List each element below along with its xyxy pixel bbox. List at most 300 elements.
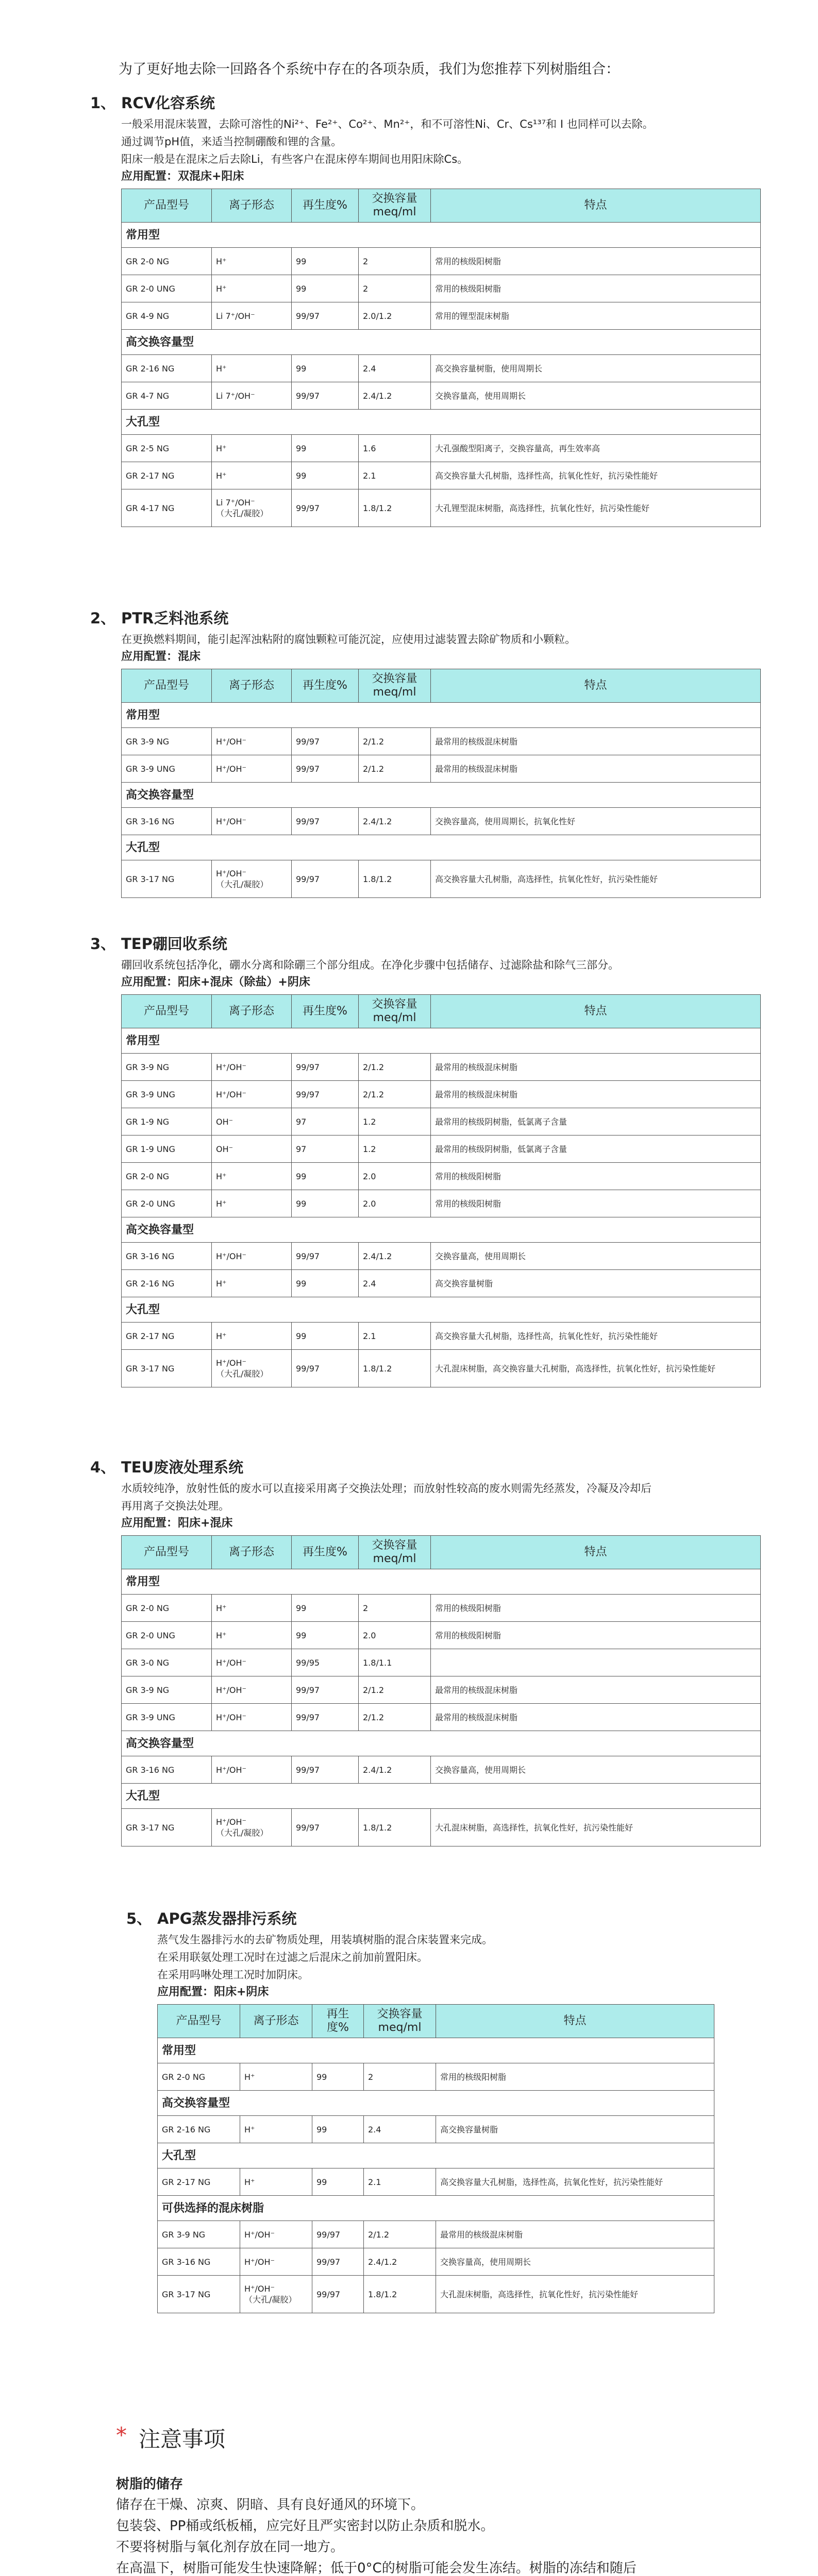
ionic-form-cell: H⁺/OH⁻ xyxy=(212,1081,292,1108)
product-model-cell: GR 3-9 NG xyxy=(122,728,212,755)
section-number: 2、 xyxy=(90,609,116,627)
group-label: 常用型 xyxy=(122,1569,761,1595)
section-description: 在采用联氨处理工况时在过滤之后混床之前加前置阳床。 xyxy=(157,1951,428,1963)
features-cell: 常用的核级阳树脂 xyxy=(431,248,761,275)
exchange-capacity-cell: 2.4 xyxy=(364,2116,436,2143)
features-cell: 最常用的核级混床树脂 xyxy=(436,2221,714,2248)
regeneration-degree-cell: 99 xyxy=(292,275,359,302)
table-row xyxy=(122,1622,761,1649)
table-row xyxy=(122,1243,761,1270)
exchange-capacity-cell: 2 xyxy=(359,1595,431,1622)
product-model-cell: GR 3-16 NG xyxy=(122,1243,212,1270)
table-row xyxy=(122,1108,761,1136)
table-row xyxy=(122,1704,761,1731)
exchange-capacity-cell: 2.4/1.2 xyxy=(359,382,431,410)
product-model-cell: GR 3-9 NG xyxy=(122,1054,212,1081)
regeneration-degree-cell: 99 xyxy=(312,2063,364,2091)
product-model-cell: GR 2-0 NG xyxy=(122,1163,212,1190)
column-header: 交换容量 meq/ml xyxy=(359,669,431,703)
table-row xyxy=(122,860,761,898)
exchange-capacity-cell: 1.8/1.2 xyxy=(364,2276,436,2313)
group-label: 常用型 xyxy=(122,703,761,728)
regeneration-degree-cell: 99 xyxy=(292,435,359,462)
product-model-cell: GR 3-9 NG xyxy=(122,1676,212,1704)
ionic-form-cell: H⁺/OH⁻ xyxy=(212,1054,292,1081)
section-description: 蒸气发生器排污水的去矿物质处理，用装填树脂的混合床装置来完成。 xyxy=(157,1934,493,1946)
group-row xyxy=(122,1028,761,1054)
product-model-cell: GR 3-0 NG xyxy=(122,1649,212,1676)
features-cell: 常用的锂型混床树脂 xyxy=(431,302,761,330)
ionic-form-cell: H⁺ xyxy=(212,1163,292,1190)
group-label: 大孔型 xyxy=(158,2143,714,2168)
regeneration-degree-cell: 99/97 xyxy=(292,755,359,783)
product-model-cell: GR 3-17 NG xyxy=(158,2276,240,2313)
ionic-form-cell: H⁺/OH⁻ xyxy=(212,755,292,783)
group-row xyxy=(122,835,761,860)
section-heading xyxy=(90,933,771,956)
exchange-capacity-cell: 2.0/1.2 xyxy=(359,302,431,330)
features-cell: 高交换容量大孔树脂，选择性高，抗氧化性好，抗污染性能好 xyxy=(431,1323,761,1350)
exchange-capacity-cell: 1.8/1.1 xyxy=(359,1649,431,1676)
section-description: 在采用吗啉处理工况时加阴床。 xyxy=(157,1969,309,1981)
ionic-form-cell: H⁺ xyxy=(240,2063,312,2091)
table-row xyxy=(122,275,761,302)
group-row xyxy=(122,1217,761,1243)
regeneration-degree-cell: 99/95 xyxy=(292,1649,359,1676)
regeneration-degree-cell: 99 xyxy=(292,462,359,489)
features-cell: 高交换容量树脂，使用周期长 xyxy=(431,355,761,382)
group-label: 可供选择的混床树脂 xyxy=(158,2196,714,2221)
column-header: 离子形态 xyxy=(212,669,292,703)
section xyxy=(90,92,771,527)
ionic-form-cell: H⁺/OH⁻ （大孔/凝胶） xyxy=(212,1809,292,1846)
section-number: 4、 xyxy=(90,1459,116,1476)
features-cell: 交换容量高，使用周期长，抗氧化性好 xyxy=(431,808,761,835)
exchange-capacity-cell: 2.1 xyxy=(359,462,431,489)
section-number: 5、 xyxy=(126,1910,152,1927)
section-description: 一般采用混床装置，去除可溶性的Ni²⁺、Fe²⁺、Co²⁺、Mn²⁺，和不可溶性Ni、Cr、Cs¹³⁷和 I 也同样可以去除。 xyxy=(121,118,654,130)
table-row xyxy=(122,728,761,755)
group-label: 大孔型 xyxy=(122,410,761,435)
exchange-capacity-cell: 2.4 xyxy=(359,1270,431,1297)
column-header: 离子形态 xyxy=(212,189,292,223)
table-header-row xyxy=(122,669,761,703)
regeneration-degree-cell: 99/97 xyxy=(292,1054,359,1081)
table-row xyxy=(122,462,761,489)
features-cell: 大孔强酸型阳离子，交换容量高，再生效率高 xyxy=(431,435,761,462)
product-model-cell: GR 2-17 NG xyxy=(158,2168,240,2196)
exchange-capacity-cell: 2/1.2 xyxy=(359,1676,431,1704)
exchange-capacity-cell: 2.4 xyxy=(359,355,431,382)
features-cell: 最常用的核级混床树脂 xyxy=(431,1676,761,1704)
ionic-form-cell: H⁺/OH⁻ xyxy=(212,1243,292,1270)
product-model-cell: GR 3-9 UNG xyxy=(122,1081,212,1108)
ionic-form-cell: H⁺ xyxy=(212,1323,292,1350)
product-model-cell: GR 4-7 NG xyxy=(122,382,212,410)
section-heading xyxy=(126,1907,724,1931)
table-row xyxy=(122,1350,761,1387)
column-header: 产品型号 xyxy=(158,2005,240,2038)
regeneration-degree-cell: 99/97 xyxy=(292,808,359,835)
group-label: 大孔型 xyxy=(122,1784,761,1809)
notes-section xyxy=(116,2422,709,2576)
features-cell: 最常用的核级混床树脂 xyxy=(431,1081,761,1108)
features-cell: 最常用的核级阴树脂，低氯离子含量 xyxy=(431,1108,761,1136)
group-label: 高交换容量型 xyxy=(122,1217,761,1243)
column-header: 产品型号 xyxy=(122,189,212,223)
product-model-cell: GR 3-17 NG xyxy=(122,1809,212,1846)
features-cell xyxy=(431,1649,761,1676)
column-header: 再生度% xyxy=(292,669,359,703)
features-cell: 大孔混床树脂，高选择性，抗氧化性好，抗污染性能好 xyxy=(431,1809,761,1846)
table-row xyxy=(122,382,761,410)
section xyxy=(90,1456,771,1846)
product-model-cell: GR 3-9 UNG xyxy=(122,1704,212,1731)
ionic-form-cell: H⁺ xyxy=(212,355,292,382)
section-heading xyxy=(90,607,771,631)
section-title: RCV化容系统 xyxy=(121,94,215,112)
ionic-form-cell: H⁺/OH⁻ （大孔/凝胶） xyxy=(240,2276,312,2313)
exchange-capacity-cell: 1.8/1.2 xyxy=(359,1350,431,1387)
features-cell: 高交换容量大孔树脂，选择性高，抗氧化性好，抗污染性能好 xyxy=(436,2168,714,2196)
features-cell: 常用的核级阳树脂 xyxy=(431,1190,761,1217)
product-model-cell: GR 2-0 UNG xyxy=(122,1622,212,1649)
table-row xyxy=(122,302,761,330)
exchange-capacity-cell: 2.0 xyxy=(359,1163,431,1190)
ionic-form-cell: H⁺/OH⁻ xyxy=(240,2248,312,2276)
features-cell: 交换容量高，使用周期长 xyxy=(431,1756,761,1784)
product-model-cell: GR 2-0 UNG xyxy=(122,275,212,302)
group-row xyxy=(122,1731,761,1756)
asterisk-icon: * xyxy=(116,2422,127,2448)
application-config: 应用配置：双混床+阳床 xyxy=(121,170,244,183)
features-cell: 大孔混床树脂，高选择性，抗氧化性好，抗污染性能好 xyxy=(436,2276,714,2313)
exchange-capacity-cell: 2 xyxy=(359,248,431,275)
regeneration-degree-cell: 99 xyxy=(292,355,359,382)
product-model-cell: GR 2-0 NG xyxy=(158,2063,240,2091)
section-number: 3、 xyxy=(90,935,116,953)
group-row xyxy=(122,410,761,435)
exchange-capacity-cell: 2.0 xyxy=(359,1622,431,1649)
group-label: 高交换容量型 xyxy=(122,330,761,355)
ionic-form-cell: H⁺ xyxy=(240,2168,312,2196)
column-header: 再生 度% xyxy=(312,2005,364,2038)
features-cell: 高交换容量树脂 xyxy=(431,1270,761,1297)
ionic-form-cell: H⁺ xyxy=(212,1270,292,1297)
ionic-form-cell: H⁺/OH⁻ xyxy=(212,1649,292,1676)
resin-table xyxy=(157,2004,714,2313)
ionic-form-cell: H⁺ xyxy=(212,248,292,275)
group-row xyxy=(122,703,761,728)
group-row xyxy=(158,2091,714,2116)
storage-title: 树脂的储存 xyxy=(116,2477,183,2492)
column-header: 再生度% xyxy=(292,189,359,223)
ionic-form-cell: H⁺ xyxy=(212,1622,292,1649)
product-model-cell: GR 3-9 UNG xyxy=(122,755,212,783)
features-cell: 高交换容量树脂 xyxy=(436,2116,714,2143)
regeneration-degree-cell: 99/97 xyxy=(292,489,359,527)
column-header: 特点 xyxy=(431,995,761,1028)
ionic-form-cell: H⁺/OH⁻ （大孔/凝胶） xyxy=(212,1350,292,1387)
group-label: 高交换容量型 xyxy=(122,1731,761,1756)
product-model-cell: GR 1-9 UNG xyxy=(122,1136,212,1163)
regeneration-degree-cell: 99 xyxy=(312,2116,364,2143)
column-header: 产品型号 xyxy=(122,1536,212,1569)
product-model-cell: GR 2-16 NG xyxy=(158,2116,240,2143)
table-row xyxy=(122,1323,761,1350)
table-row xyxy=(158,2248,714,2276)
exchange-capacity-cell: 2.4/1.2 xyxy=(359,1243,431,1270)
exchange-capacity-cell: 2 xyxy=(359,275,431,302)
table-row xyxy=(122,1136,761,1163)
exchange-capacity-cell: 2.4/1.2 xyxy=(359,1756,431,1784)
regeneration-degree-cell: 99/97 xyxy=(312,2221,364,2248)
features-cell: 常用的核级阳树脂 xyxy=(431,275,761,302)
resin-table xyxy=(121,669,761,898)
product-model-cell: GR 2-16 NG xyxy=(122,1270,212,1297)
regeneration-degree-cell: 99/97 xyxy=(292,860,359,898)
regeneration-degree-cell: 99/97 xyxy=(292,382,359,410)
regeneration-degree-cell: 99/97 xyxy=(292,1243,359,1270)
product-model-cell: GR 2-0 NG xyxy=(122,248,212,275)
product-model-cell: GR 3-16 NG xyxy=(158,2248,240,2276)
regeneration-degree-cell: 99/97 xyxy=(292,1676,359,1704)
exchange-capacity-cell: 2/1.2 xyxy=(359,755,431,783)
regeneration-degree-cell: 99 xyxy=(292,1190,359,1217)
features-cell: 高交换容量大孔树脂，高选择性，抗氧化性好，抗污染性能好 xyxy=(431,860,761,898)
exchange-capacity-cell: 1.2 xyxy=(359,1136,431,1163)
exchange-capacity-cell: 2.1 xyxy=(364,2168,436,2196)
group-label: 常用型 xyxy=(122,1028,761,1054)
column-header: 交换容量 meq/ml xyxy=(359,995,431,1028)
regeneration-degree-cell: 99/97 xyxy=(312,2276,364,2313)
group-row xyxy=(122,1569,761,1595)
ionic-form-cell: OH⁻ xyxy=(212,1136,292,1163)
features-cell: 常用的核级阳树脂 xyxy=(431,1622,761,1649)
exchange-capacity-cell: 1.8/1.2 xyxy=(359,860,431,898)
product-model-cell: GR 2-17 NG xyxy=(122,462,212,489)
table-row xyxy=(122,808,761,835)
application-config: 应用配置：混床 xyxy=(121,650,201,663)
ionic-form-cell: H⁺ xyxy=(212,1595,292,1622)
table-row xyxy=(122,1756,761,1784)
ionic-form-cell: Li 7⁺/OH⁻ （大孔/凝胶） xyxy=(212,489,292,527)
table-row xyxy=(122,1190,761,1217)
regeneration-degree-cell: 99 xyxy=(292,1595,359,1622)
table-row xyxy=(158,2276,714,2313)
regeneration-degree-cell: 99/97 xyxy=(292,1081,359,1108)
features-cell: 交换容量高，使用周期长 xyxy=(431,1243,761,1270)
exchange-capacity-cell: 2.0 xyxy=(359,1190,431,1217)
ionic-form-cell: OH⁻ xyxy=(212,1108,292,1136)
product-model-cell: GR 3-17 NG xyxy=(122,860,212,898)
application-config: 应用配置：阳床+混床（除盐）+阴床 xyxy=(121,976,310,989)
table-row xyxy=(122,1081,761,1108)
ionic-form-cell: H⁺ xyxy=(212,1190,292,1217)
ionic-form-cell: H⁺/OH⁻ xyxy=(212,1676,292,1704)
group-row xyxy=(122,330,761,355)
product-model-cell: GR 3-16 NG xyxy=(122,1756,212,1784)
group-row xyxy=(158,2038,714,2063)
notes-title: 注意事项 xyxy=(139,2427,226,2452)
exchange-capacity-cell: 1.8/1.2 xyxy=(359,1809,431,1846)
section-title: APG蒸发器排污系统 xyxy=(157,1910,297,1927)
ionic-form-cell: Li 7⁺/OH⁻ xyxy=(212,302,292,330)
ionic-form-cell: H⁺ xyxy=(212,275,292,302)
features-cell: 常用的核级阳树脂 xyxy=(431,1595,761,1622)
table-row xyxy=(122,1163,761,1190)
group-row xyxy=(158,2196,714,2221)
column-header: 产品型号 xyxy=(122,669,212,703)
product-model-cell: GR 4-17 NG xyxy=(122,489,212,527)
section-title: PTR乏料池系统 xyxy=(121,609,229,627)
column-header: 离子形态 xyxy=(212,1536,292,1569)
regeneration-degree-cell: 99/97 xyxy=(292,1756,359,1784)
table-row xyxy=(158,2116,714,2143)
application-config: 应用配置：阳床+阴床 xyxy=(157,1986,269,1998)
product-model-cell: GR 2-5 NG xyxy=(122,435,212,462)
group-label: 常用型 xyxy=(122,223,761,248)
group-row xyxy=(122,783,761,808)
table-row xyxy=(122,1054,761,1081)
ionic-form-cell: H⁺ xyxy=(240,2116,312,2143)
features-cell: 高交换容量大孔树脂，选择性高，抗氧化性好，抗污染性能好 xyxy=(431,462,761,489)
table-row xyxy=(158,2063,714,2091)
exchange-capacity-cell: 1.2 xyxy=(359,1108,431,1136)
column-header: 再生度% xyxy=(292,1536,359,1569)
features-cell: 最常用的核级混床树脂 xyxy=(431,1054,761,1081)
exchange-capacity-cell: 2/1.2 xyxy=(359,1081,431,1108)
column-header: 特点 xyxy=(431,1536,761,1569)
product-model-cell: GR 2-0 NG xyxy=(122,1595,212,1622)
table-row xyxy=(122,489,761,527)
ionic-form-cell: Li 7⁺/OH⁻ xyxy=(212,382,292,410)
table-row xyxy=(158,2168,714,2196)
exchange-capacity-cell: 2.4/1.2 xyxy=(359,808,431,835)
exchange-capacity-cell: 2 xyxy=(364,2063,436,2091)
regeneration-degree-cell: 99 xyxy=(292,1323,359,1350)
features-cell: 交换容量高，使用周期长 xyxy=(436,2248,714,2276)
notes-line: 储存在干燥、凉爽、阴暗、具有良好通风的环境下。 xyxy=(116,2497,425,2513)
column-header: 离子形态 xyxy=(240,2005,312,2038)
section-description: 再用离子交换法处理。 xyxy=(121,1500,229,1512)
group-label: 大孔型 xyxy=(122,1297,761,1323)
group-row xyxy=(122,223,761,248)
features-cell: 常用的核级阳树脂 xyxy=(431,1163,761,1190)
features-cell: 最常用的核级混床树脂 xyxy=(431,1704,761,1731)
section-description: 硼回收系统包括净化，硼水分离和除硼三个部分组成。在净化步骤中包括储存、过滤除盐和除气三部分。 xyxy=(121,959,619,971)
ionic-form-cell: H⁺/OH⁻ xyxy=(212,1704,292,1731)
group-row xyxy=(122,1297,761,1323)
product-model-cell: GR 4-9 NG xyxy=(122,302,212,330)
group-label: 大孔型 xyxy=(122,835,761,860)
table-row xyxy=(122,355,761,382)
table-header-row xyxy=(122,189,761,223)
regeneration-degree-cell: 99/97 xyxy=(312,2248,364,2276)
regeneration-degree-cell: 97 xyxy=(292,1108,359,1136)
column-header: 离子形态 xyxy=(212,995,292,1028)
section-title: TEU废液处理系统 xyxy=(121,1459,244,1476)
section-number: 1、 xyxy=(90,94,116,112)
notes-line: 包装袋、PP桶或纸板桶，应完好且严实密封以防止杂质和脱水。 xyxy=(116,2518,494,2534)
table-header-row xyxy=(122,995,761,1028)
regeneration-degree-cell: 99 xyxy=(312,2168,364,2196)
notes-line: 在高温下，树脂可能发生快速降解；低于0°C的树脂可能会发生冻结。树脂的冻结和随后 xyxy=(116,2561,637,2576)
column-header: 交换容量 meq/ml xyxy=(364,2005,436,2038)
ionic-form-cell: H⁺/OH⁻ xyxy=(212,728,292,755)
notes-heading xyxy=(116,2422,709,2453)
table-row xyxy=(122,1270,761,1297)
section-heading xyxy=(90,92,771,115)
product-model-cell: GR 3-9 NG xyxy=(158,2221,240,2248)
section-heading xyxy=(90,1456,771,1480)
ionic-form-cell: H⁺/OH⁻ xyxy=(240,2221,312,2248)
column-header: 再生度% xyxy=(292,995,359,1028)
exchange-capacity-cell: 2/1.2 xyxy=(359,1704,431,1731)
section xyxy=(126,1907,724,2313)
section-title: TEP硼回收系统 xyxy=(121,935,227,953)
column-header: 特点 xyxy=(436,2005,714,2038)
features-cell: 交换容量高，使用周期长 xyxy=(431,382,761,410)
exchange-capacity-cell: 2.1 xyxy=(359,1323,431,1350)
table-header-row xyxy=(158,2005,714,2038)
section xyxy=(90,933,771,1387)
regeneration-degree-cell: 97 xyxy=(292,1136,359,1163)
ionic-form-cell: H⁺ xyxy=(212,462,292,489)
regeneration-degree-cell: 99/97 xyxy=(292,1350,359,1387)
ionic-form-cell: H⁺/OH⁻ xyxy=(212,1756,292,1784)
ionic-form-cell: H⁺ xyxy=(212,435,292,462)
table-row xyxy=(122,1676,761,1704)
table-row xyxy=(122,1809,761,1846)
resin-table xyxy=(121,189,761,527)
features-cell: 最常用的核级阴树脂，低氯离子含量 xyxy=(431,1136,761,1163)
features-cell: 最常用的核级混床树脂 xyxy=(431,755,761,783)
regeneration-degree-cell: 99/97 xyxy=(292,728,359,755)
section-description: 阳床一般是在混床之后去除Li，有些客户在混床停车期间也用阳床除Cs。 xyxy=(121,153,469,165)
section xyxy=(90,607,771,898)
product-model-cell: GR 2-0 UNG xyxy=(122,1190,212,1217)
exchange-capacity-cell: 2/1.2 xyxy=(359,1054,431,1081)
group-row xyxy=(158,2143,714,2168)
regeneration-degree-cell: 99 xyxy=(292,248,359,275)
regeneration-degree-cell: 99 xyxy=(292,1622,359,1649)
exchange-capacity-cell: 2/1.2 xyxy=(364,2221,436,2248)
exchange-capacity-cell: 2.4/1.2 xyxy=(364,2248,436,2276)
table-row xyxy=(158,2221,714,2248)
ionic-form-cell: H⁺/OH⁻ （大孔/凝胶） xyxy=(212,860,292,898)
product-model-cell: GR 1-9 NG xyxy=(122,1108,212,1136)
resin-table xyxy=(121,1535,761,1846)
regeneration-degree-cell: 99/97 xyxy=(292,1704,359,1731)
features-cell: 最常用的核级混床树脂 xyxy=(431,728,761,755)
product-model-cell: GR 2-16 NG xyxy=(122,355,212,382)
table-row xyxy=(122,1595,761,1622)
section-description: 水质较纯净，放射性低的废水可以直接采用离子交换法处理；而放射性较高的废水则需先经蒸发，冷凝及冷却后 xyxy=(121,1482,652,1495)
table-header-row xyxy=(122,1536,761,1569)
group-row xyxy=(122,1784,761,1809)
exchange-capacity-cell: 1.6 xyxy=(359,435,431,462)
table-row xyxy=(122,755,761,783)
column-header: 交换容量 meq/ml xyxy=(359,189,431,223)
exchange-capacity-cell: 1.8/1.2 xyxy=(359,489,431,527)
intro-text: 为了更好地去除一回路各个系统中存在的各项杂质，我们为您推荐下列树脂组合： xyxy=(119,61,620,77)
regeneration-degree-cell: 99/97 xyxy=(292,1809,359,1846)
exchange-capacity-cell: 2/1.2 xyxy=(359,728,431,755)
table-row xyxy=(122,248,761,275)
features-cell: 大孔锂型混床树脂，高选择性，抗氧化性好，抗污染性能好 xyxy=(431,489,761,527)
regeneration-degree-cell: 99/97 xyxy=(292,302,359,330)
